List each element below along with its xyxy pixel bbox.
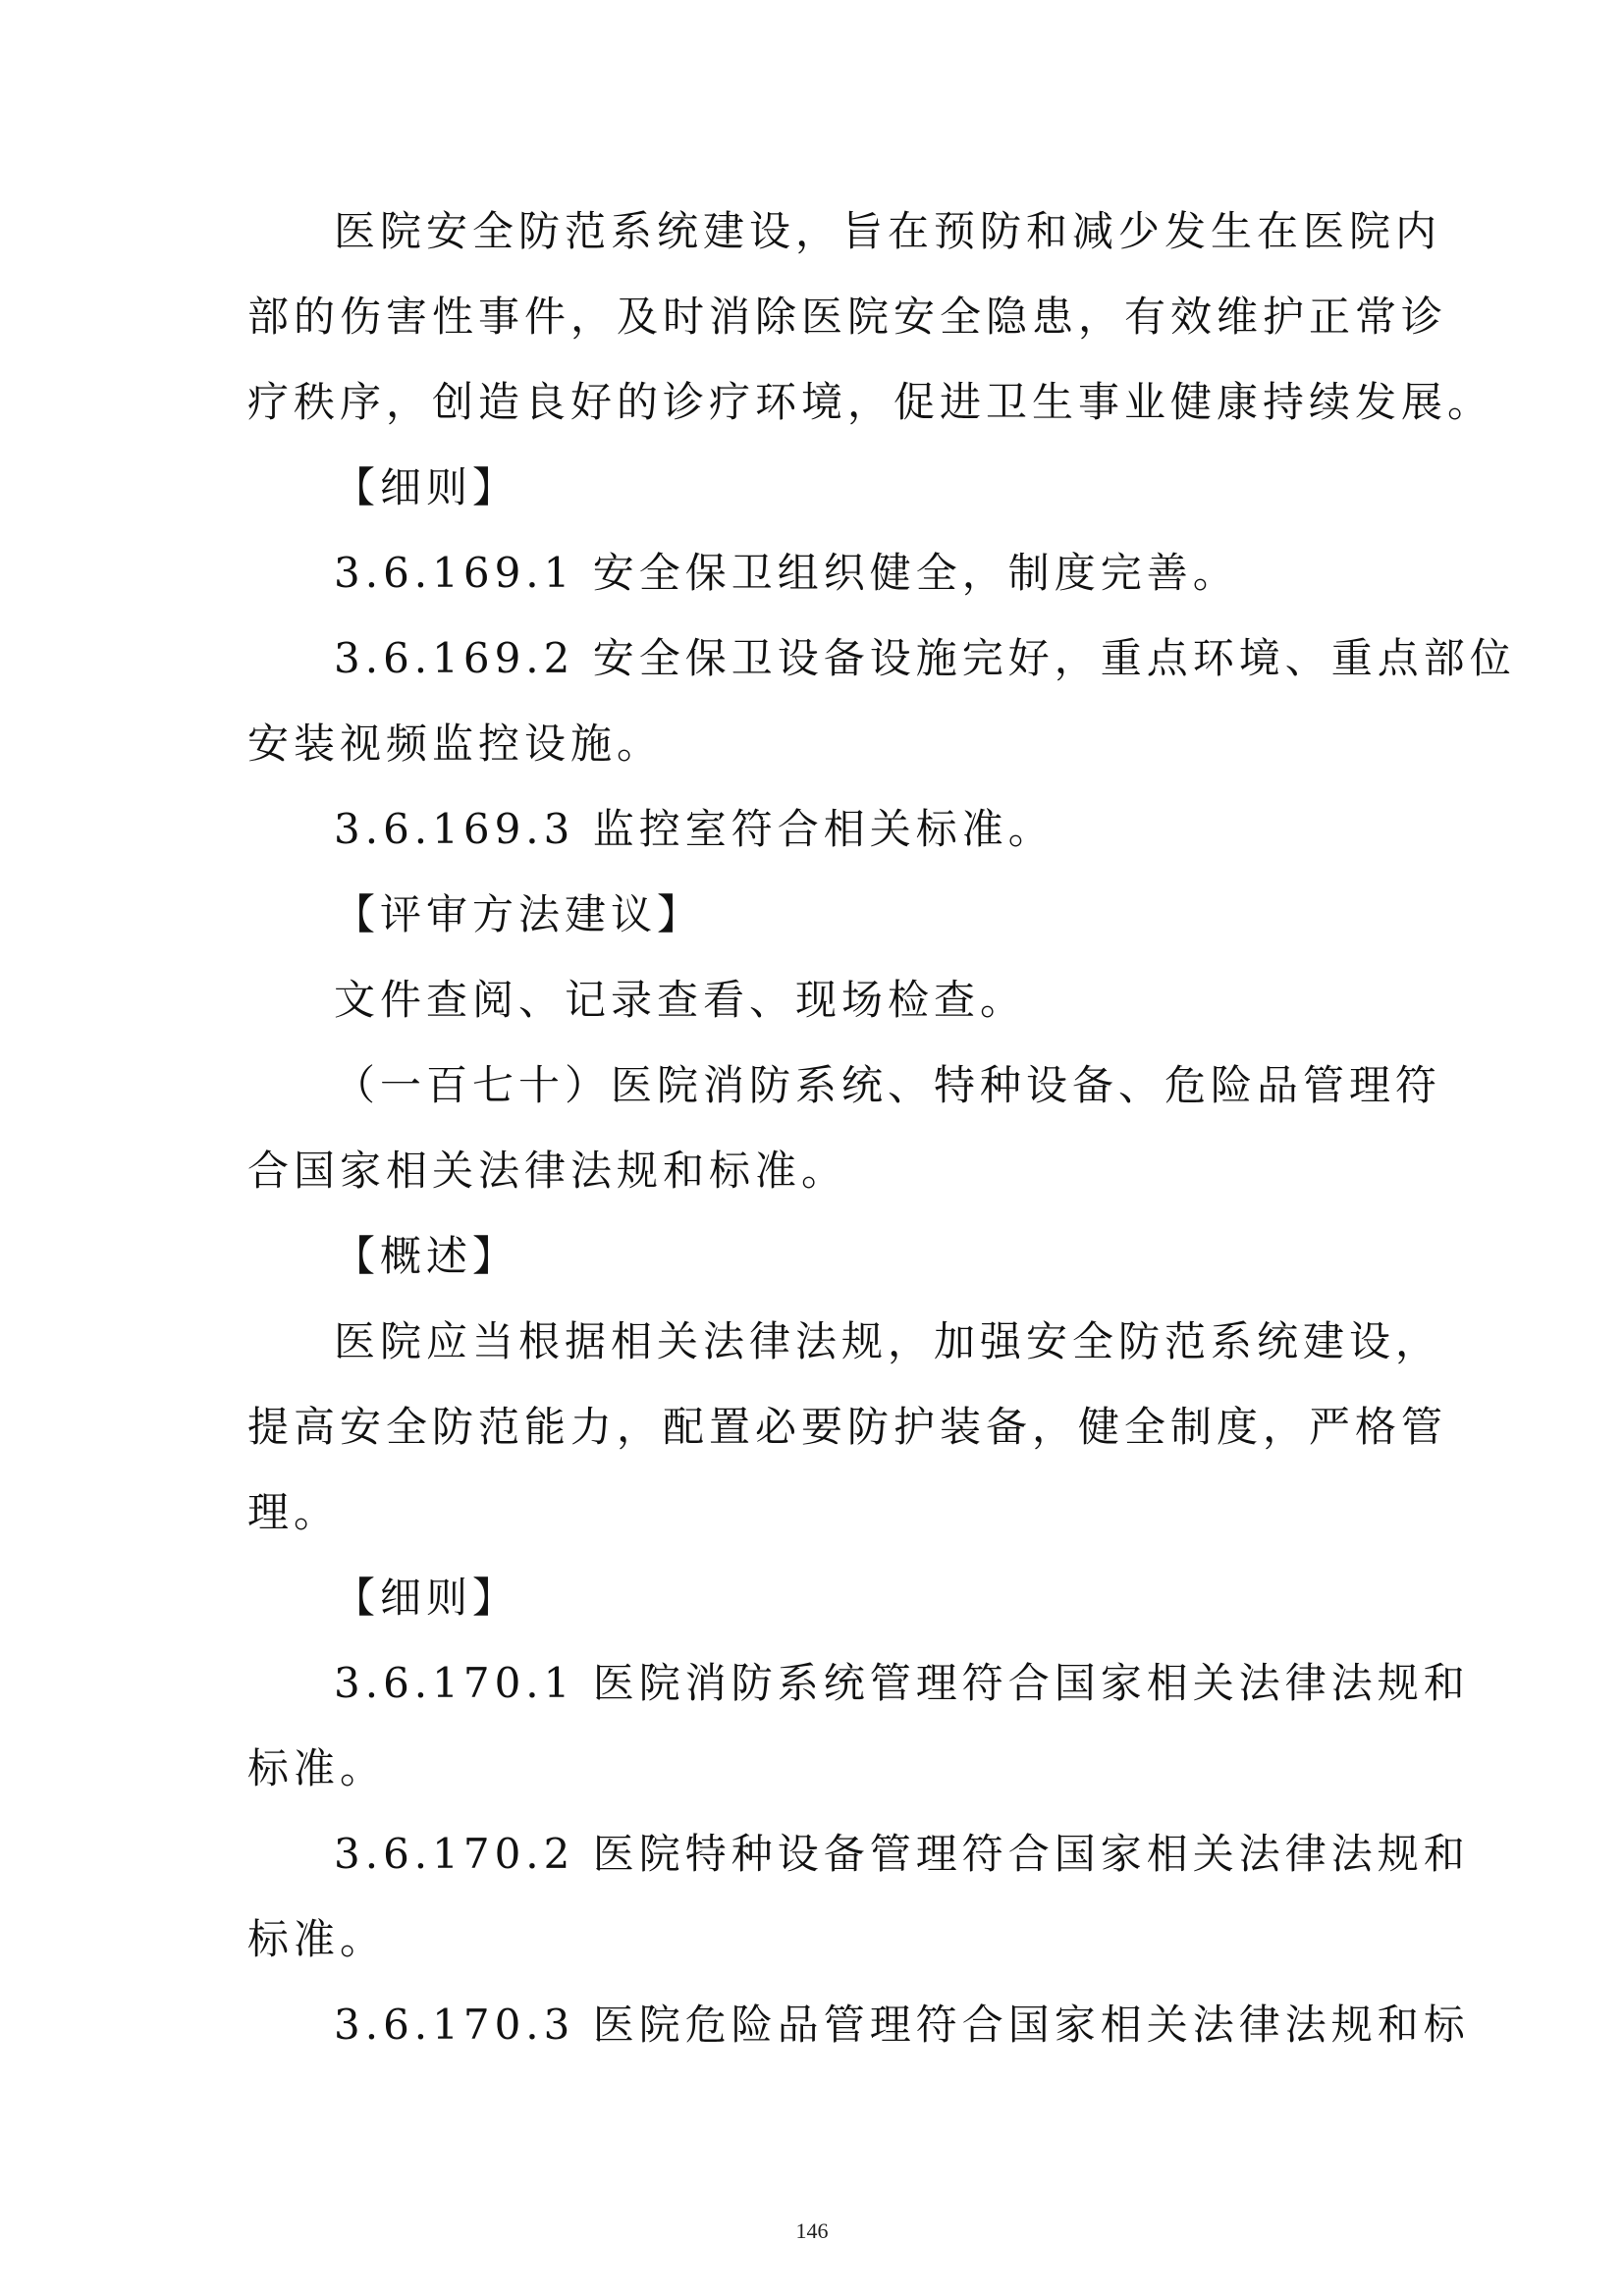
text-line: 3.6.170.3 医院危险品管理符合国家相关法律法规和标 [334, 2001, 1470, 2049]
text-line: 【概述】 [334, 1232, 519, 1280]
text-line: 3.6.169.2 安全保卫设备设施完好，重点环境、重点部位 [334, 634, 1516, 682]
text-line: 合国家相关法律法规和标准。 [247, 1147, 848, 1195]
text-line: 理。 [247, 1488, 341, 1536]
document-body [247, 188, 1516, 2067]
text-line: 疗秩序，创造良好的诊疗环境，促进卫生事业健康持续发展。 [247, 378, 1494, 426]
text-line: 标准。 [247, 1744, 387, 1792]
text-line: 提高安全防范能力，配置必要防护装备，健全制度，严格管 [247, 1403, 1448, 1451]
text-line: 安装视频监控设施。 [247, 720, 664, 768]
text-line: （一百七十）医院消防系统、特种设备、危险品管理符 [334, 1061, 1442, 1109]
text-line: 【细则】 [334, 463, 519, 511]
text-line: 3.6.170.2 医院特种设备管理符合国家相关法律法规和 [334, 1830, 1470, 1878]
text-line: 文件查阅、记录查看、现场检查。 [334, 976, 1027, 1024]
text-line: 3.6.169.3 监控室符合相关标准。 [334, 805, 1055, 853]
text-lines [247, 188, 1516, 2067]
text-line: 3.6.169.1 安全保卫组织健全，制度完善。 [334, 549, 1239, 597]
text-line: 3.6.170.1 医院消防系统管理符合国家相关法律法规和 [334, 1659, 1470, 1707]
text-line: 医院应当根据相关法律法规，加强安全防范系统建设， [334, 1317, 1442, 1365]
page-number: 146 [795, 2218, 829, 2243]
text-line: 部的伤害性事件，及时消除医院安全隐患，有效维护正常诊 [247, 293, 1448, 341]
text-line: 医院安全防范系统建设，旨在预防和减少发生在医院内 [334, 207, 1442, 255]
text-line: 【细则】 [334, 1574, 519, 1622]
text-line: 标准。 [247, 1915, 387, 1963]
text-line: 【评审方法建议】 [334, 890, 704, 938]
